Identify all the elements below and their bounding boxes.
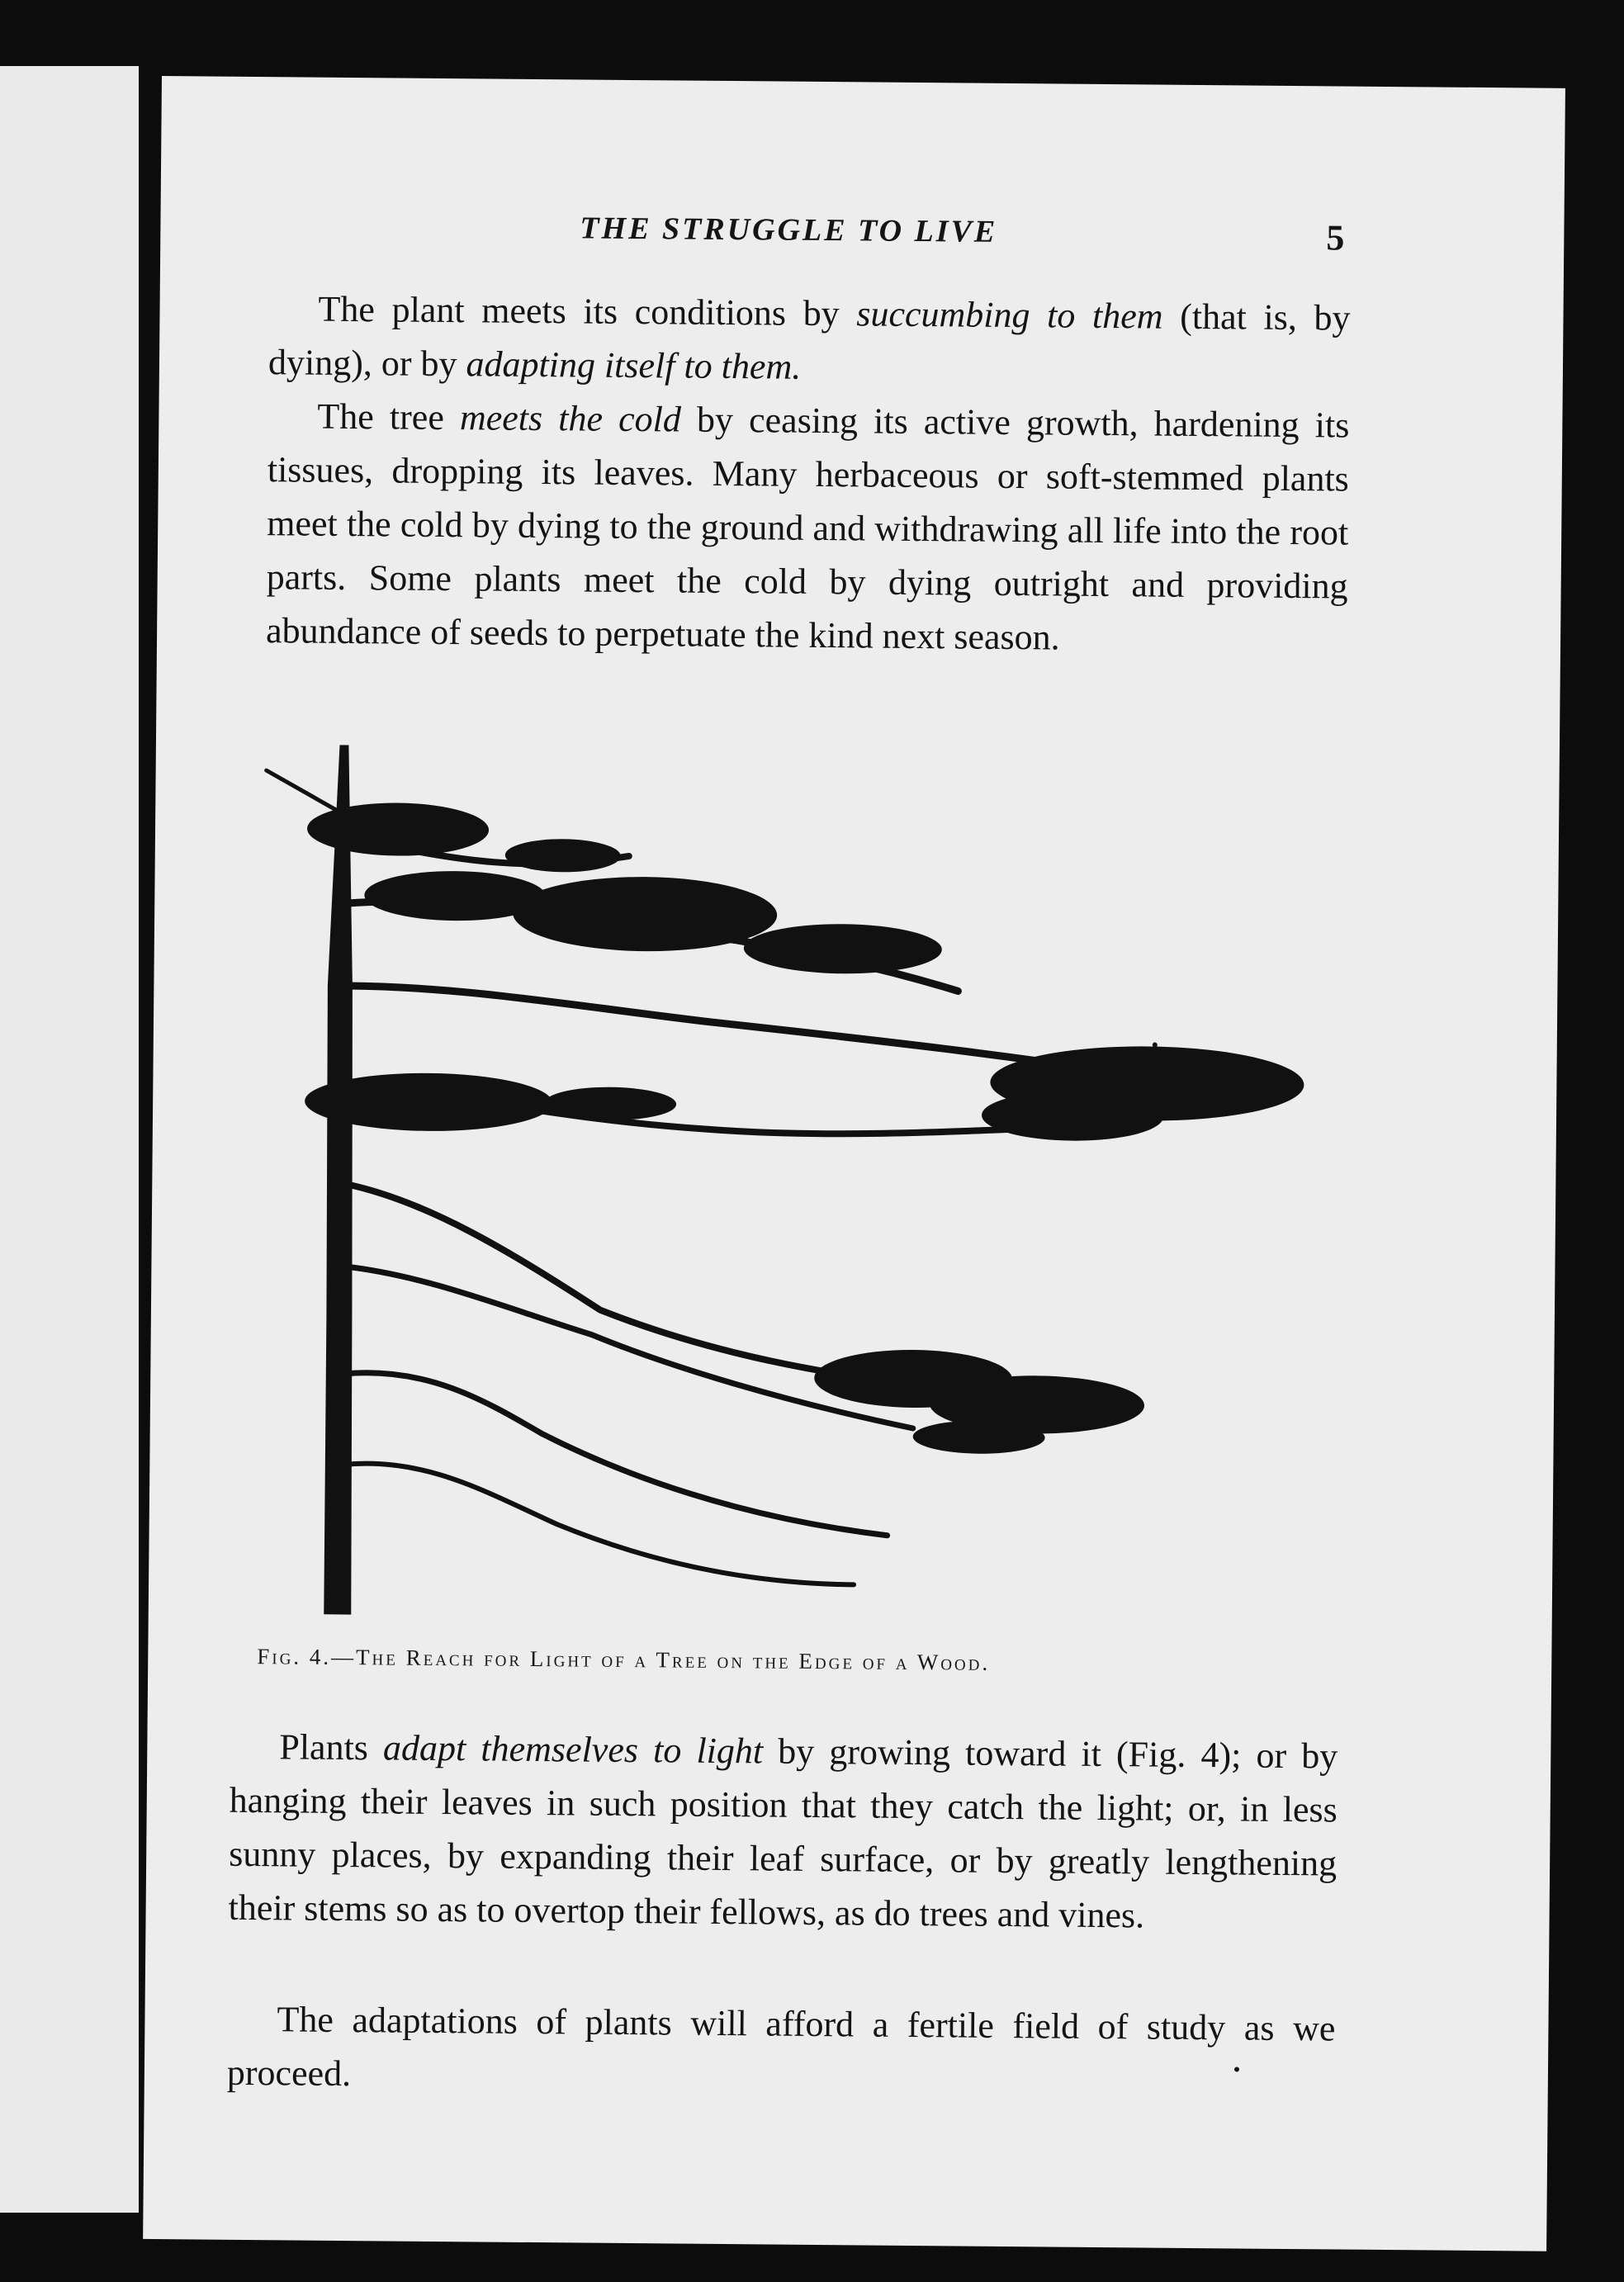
emphasis: adapt themselves to light <box>382 1727 764 1772</box>
running-header: THE STRUGGLE TO LIVE <box>580 211 998 249</box>
paragraph-1: The plant meets its conditions by succumbing to them (that is, by dying), or by adapting itself to them. <box>268 288 1351 387</box>
emphasis: succumbing to them <box>856 293 1163 337</box>
foliage <box>307 802 490 857</box>
book-page <box>143 76 1565 2251</box>
foliage <box>744 923 943 974</box>
foliage <box>513 876 778 953</box>
tree-trunk <box>324 746 357 1613</box>
paragraph-2: The tree meets the cold by ceasing its active growth, hardening its tissues, dropping its leaves. Many herbaceous or soft-stemmed plants meet the cold by dying to the ground and withdrawing all life into the root parts. Some plants meet the cold by dying outright and providing abundance of seeds to perpetuate the kind next season. <box>265 395 1350 658</box>
branch <box>342 1463 855 1584</box>
branch <box>343 1266 915 1428</box>
paragraph-4: The adaptations of plants will afford a fertile field of study as we proceed. <box>226 1999 1336 2095</box>
emphasis: meets the cold <box>459 397 682 440</box>
figure-caption: Fig. 4.—The Reach for Light of a Tree on the Edge of a Wood. <box>257 1644 991 1675</box>
branch <box>266 770 340 812</box>
tree-illustration <box>210 737 1390 1643</box>
branch <box>343 1372 889 1535</box>
emphasis: adapting itself to them. <box>466 343 802 387</box>
foliage <box>505 839 621 873</box>
page-number: 5 <box>1326 217 1345 258</box>
tree-drawing <box>210 737 1390 1639</box>
paragraph-3: Plants adapt themselves to light by growing toward it (Fig. 4); or by hanging their leaves in such position that they catch the light; or, in less sunny places, by expanding their leaf surface, or by greatly lengthening their stems so as to overtop their fellows, as do trees and vines. <box>228 1726 1338 1936</box>
adjacent-page-edge <box>0 66 139 2213</box>
